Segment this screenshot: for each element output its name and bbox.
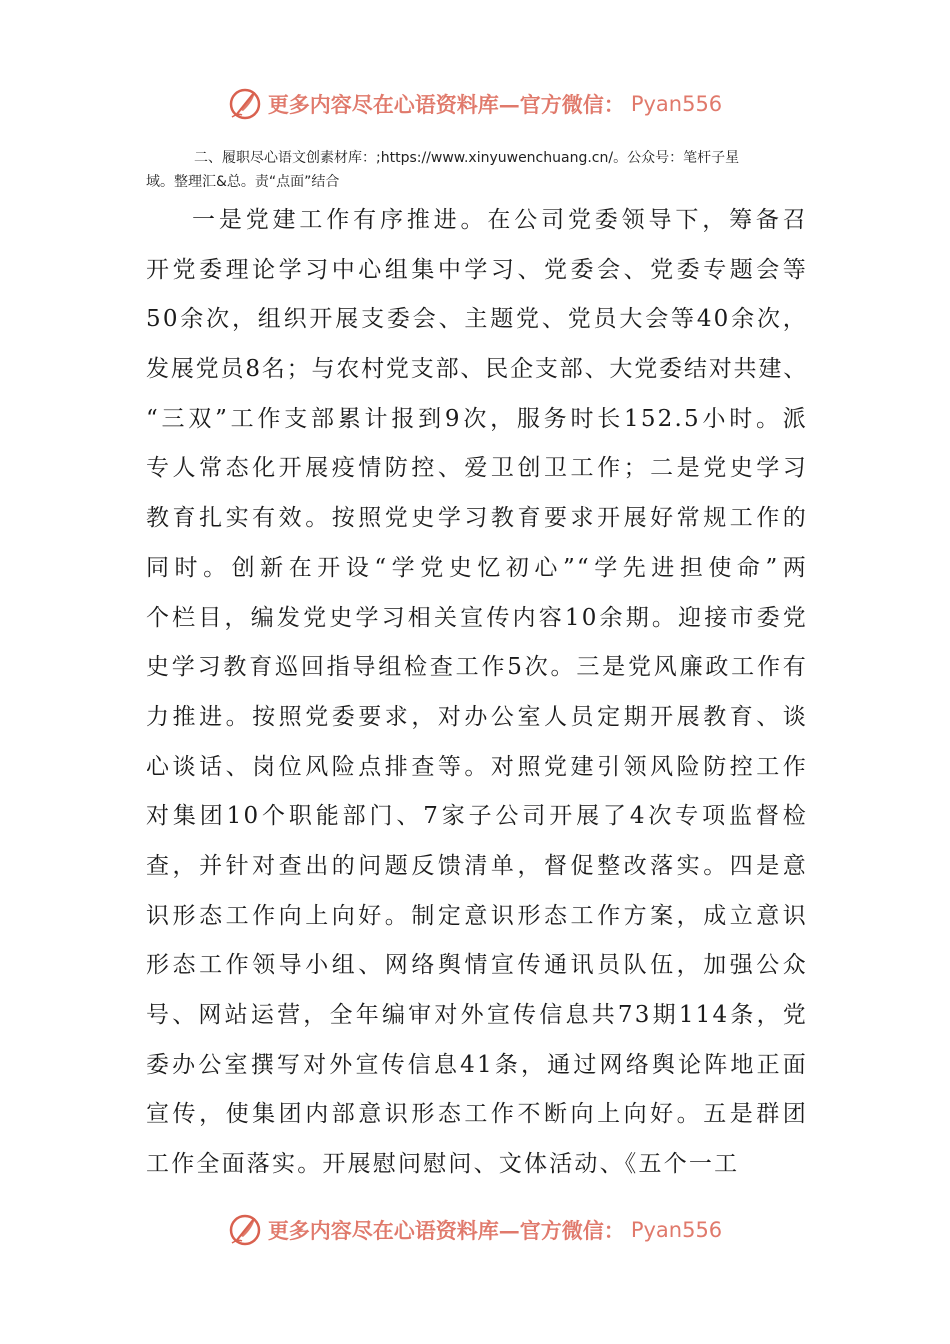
watermark-handle: Pyan556 xyxy=(630,92,723,116)
watermark-text: 更多内容尽在心语资料库—官方微信： xyxy=(267,92,625,117)
text-line: 识形态工作向上向好。制定意识形态工作方案，成立意识 xyxy=(146,902,808,929)
footer-watermark-banner xyxy=(0,1206,950,1254)
source-note-line: 域。整理汇&总。责“点面”结合 xyxy=(146,174,340,190)
text-line: 个栏目，编发党史学习相关宣传内容10余期。迎接市委党 xyxy=(146,604,808,631)
text-line: 力推进。按照党委要求，对办公室人员定期开展教育、谈 xyxy=(146,703,808,730)
text-line: 工作全面落实。开展慰问慰问、文体活动、《五个一工 xyxy=(146,1151,740,1178)
text-line: 史学习教育巡回指导组检查工作5次。三是党风廉政工作有 xyxy=(146,654,808,681)
text-line: 一是党建工作有序推进。在公司党委领导下，筹备召 xyxy=(192,207,808,233)
text-line: 宣传，使集团内部意识形态工作不断向上向好。五是群团 xyxy=(146,1101,808,1128)
text-line: 委办公室撰写对外宣传信息41条，通过网络舆论阵地正面 xyxy=(146,1051,808,1078)
text-line: 专人常态化开展疫情防控、爱卫创卫工作；二是党史学习 xyxy=(146,455,808,482)
text-line: “三双”工作支部累计报到9次，服务时长152.5小时。派 xyxy=(146,405,808,432)
text-line: 教育扎实有效。按照党史学习教育要求开展好常规工作的 xyxy=(146,505,808,532)
source-note-line: 二、履职尽心语文创素材库：;https://www.xinyuwenchuang.cn/。公众号：笔杆子星 xyxy=(194,150,740,166)
quill-pen-logo-icon xyxy=(228,1213,262,1247)
text-line: 同时。创新在开设“学党史忆初心”“学先进担使命”两 xyxy=(146,554,808,581)
watermark-text: 更多内容尽在心语资料库—官方微信： xyxy=(267,1218,625,1243)
source-note xyxy=(146,146,812,194)
watermark-handle: Pyan556 xyxy=(630,1218,723,1242)
text-line: 心谈话、岗位风险点排查等。对照党建引领风险防控工作 xyxy=(146,753,808,780)
text-line: 开党委理论学习中心组集中学习、党委会、党委专题会等 xyxy=(146,256,808,283)
text-line: 号、网站运营，全年编审对外宣传信息共73期114条，党 xyxy=(146,1002,808,1028)
text-line: 对集团10个职能部门、7家子公司开展了4次专项监督检 xyxy=(146,803,808,830)
text-line: 发展党员8名；与农村党支部、民企支部、大党委结对共建、 xyxy=(146,356,808,383)
text-line: 50余次，组织开展支委会、主题党、党员大会等40余次， xyxy=(146,306,808,333)
body-paragraph xyxy=(146,196,808,1190)
text-line: 形态工作领导小组、网络舆情宣传通讯员队伍，加强公众 xyxy=(146,952,808,979)
text-line: 查，并针对查出的问题反馈清单，督促整改落实。四是意 xyxy=(146,852,808,879)
quill-pen-logo-icon xyxy=(228,87,262,121)
header-watermark-banner xyxy=(0,80,950,128)
